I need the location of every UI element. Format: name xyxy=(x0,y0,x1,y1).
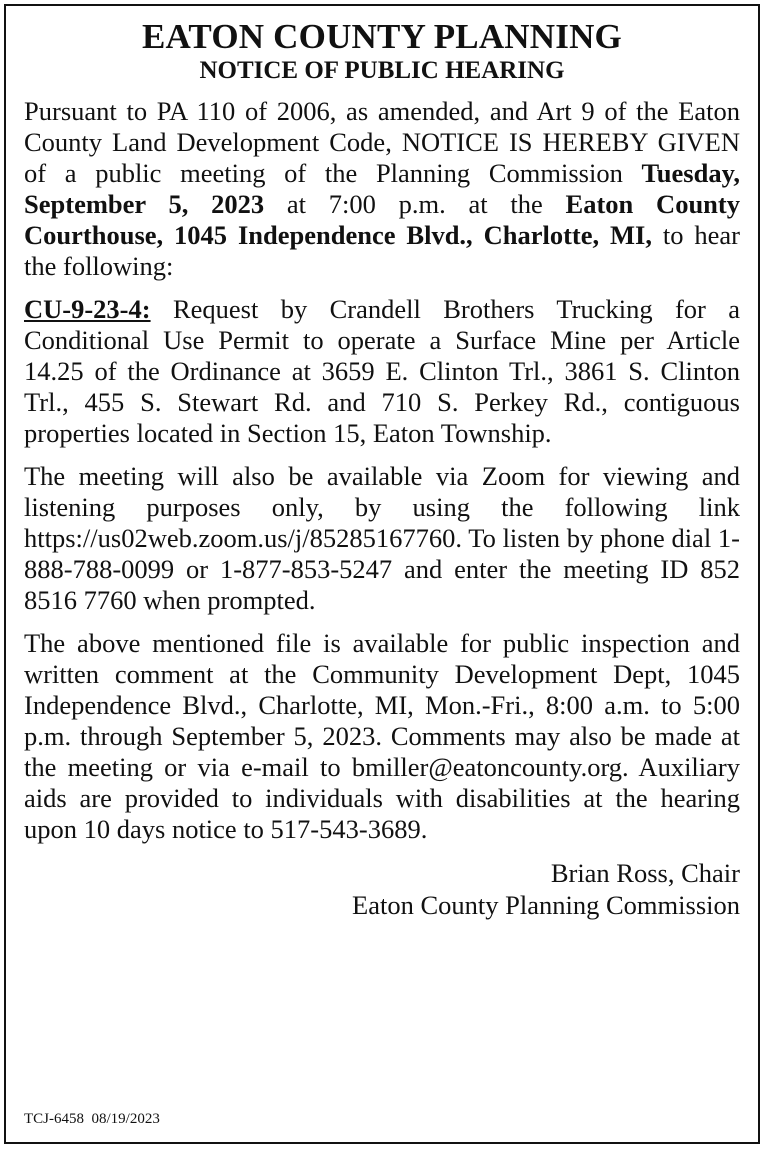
signer-name: Brian Ross, Chair xyxy=(550,858,740,888)
intro-text-3: to hear the following: xyxy=(24,220,741,281)
notice-title: EATON COUNTY PLANNING xyxy=(142,17,622,56)
footer-code: TCJ-6458 08/19/2023 xyxy=(24,1111,160,1127)
public-notice xyxy=(4,4,760,1144)
case-paragraph xyxy=(24,294,740,449)
intro-paragraph xyxy=(24,96,740,282)
notice-subtitle: NOTICE OF PUBLIC HEARING xyxy=(199,57,565,84)
intro-text-2: at 7:00 p.m. at the xyxy=(264,189,566,219)
case-text: Request by Crandell Brothers Trucking for a Conditional Use Permit to operate a Surface Mine per Article 14.25 of the Ordinance at 3659 E. Clinton Trl., 3861 S. Clinton Trl., 455 S. Stewart Rd. and 710 S. Perkey Rd., contiguous properties located in Section 15, Eaton Township. xyxy=(24,294,740,448)
case-id: CU-9-23-4: xyxy=(24,294,151,324)
signature-block xyxy=(24,857,740,921)
signer-organization: Eaton County Planning Commission xyxy=(352,890,740,920)
meeting-location: Eaton County Courthouse, 1045 Independence Blvd., Charlotte, MI, xyxy=(24,189,740,250)
inspection-paragraph: The above mentioned file is available for public inspection and written comment at the Community Development Dept, 1045 Independence Blvd., Charlotte, MI, Mon.-Fri., 8:00 a.m. to 5:00 p.m. through September 5, 2023. Comments may also be made at the meeting or via e-mail to bmiller@eatoncounty.org. Auxiliary aids are provided to individuals with disabilities at the hearing upon 10 days notice to 517-543-3689. xyxy=(24,628,740,844)
intro-text-1: Pursuant to PA 110 of 2006, as amended, and Art 9 of the Eaton County Land Development Code, NOTICE IS HEREBY GIVEN of a public meeting of the Planning Commission xyxy=(24,96,740,188)
zoom-paragraph: The meeting will also be available via Zoom for viewing and listening purposes only, by using the following link https://us02web.zoom.us/j/85285167760. To listen by phone dial 1-888-788-0099 or 1-877-853-5247 and enter the meeting ID 852 8516 7760 when prompted. xyxy=(24,461,740,615)
meeting-date: Tuesday, September 5, 2023 xyxy=(24,158,740,219)
